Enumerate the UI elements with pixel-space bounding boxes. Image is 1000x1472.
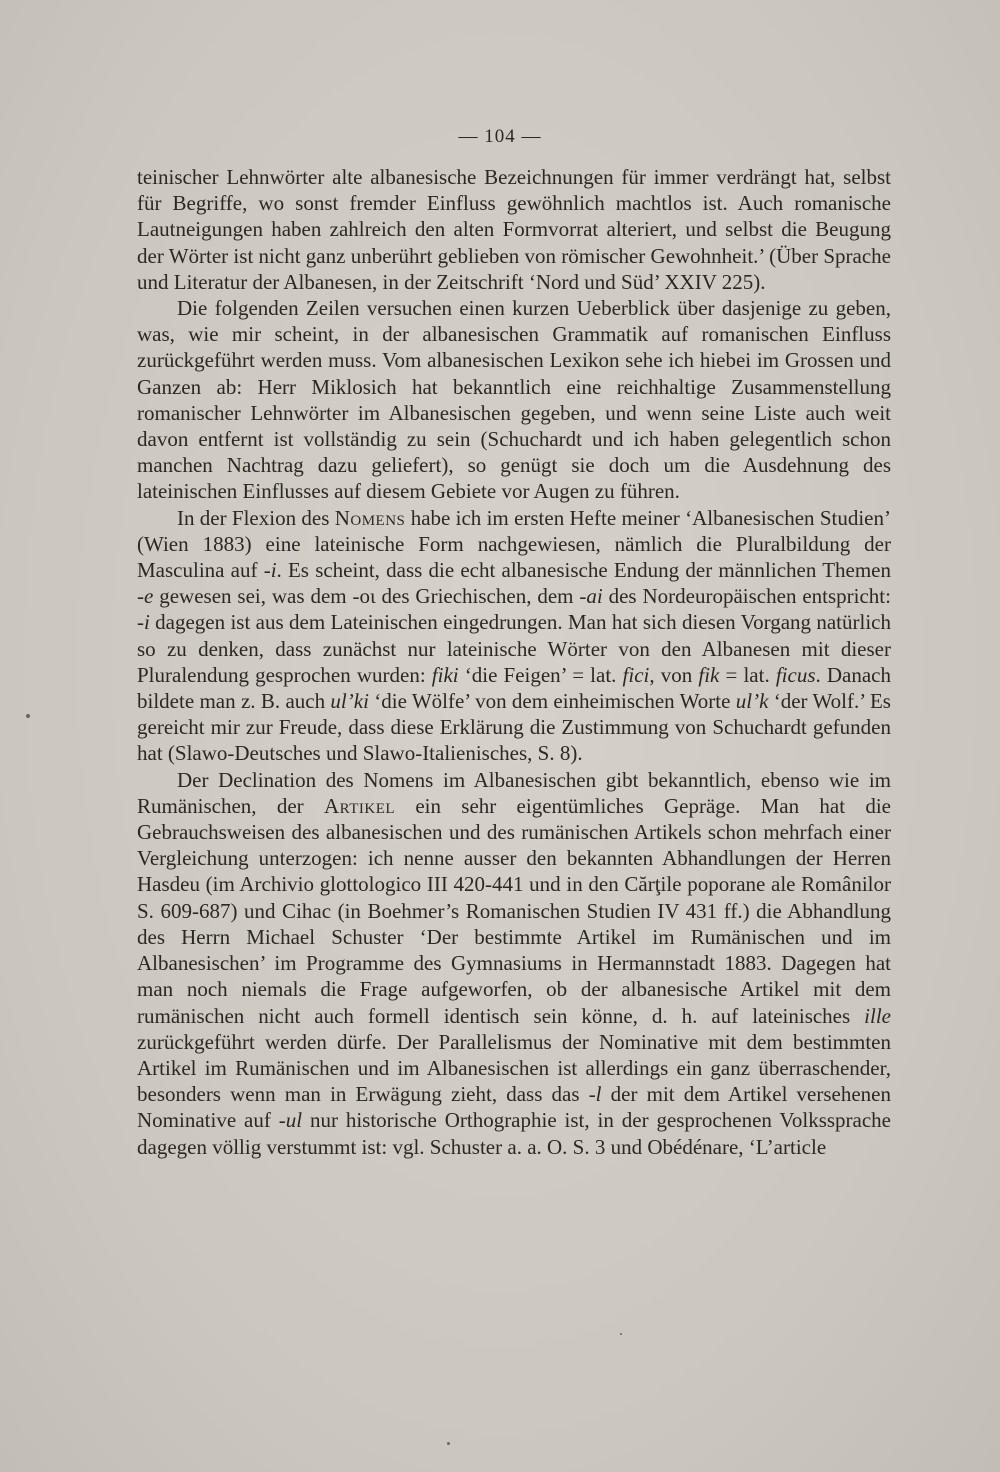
text-run: habe ich im ersten Hefte meiner ‘Albanesischen Studien’ (Wien 1883) eine lateinische Form nachgewiesen, nämlich die Pluralbildung der Masculina auf [137,505,891,583]
paragraph [137,767,891,1160]
text-run: . Es scheint, dass die echt albanesische Endung der männlichen Themen [276,558,891,583]
text-run: ein sehr eigentümliches Gepräge. Man hat die Gebrauchsweisen des albanesischen und des rumänischen Artikels schon mehrfach einer Vergleichung unterzogen: ich nenne ausser den bekannten Abhandlungen der Herren Hasdeu (im Archivio glottologico III 420-441 und in den Cărţile poporane ale Românilor S. 609-687) und Cihac (in Boehmer’s Romanischen Studien IV 431 ff.) die Abhandlung des Herrn Michael Schuster ‘Der bestimmte Artikel im Rumänischen und im Albanesischen’ im Programme des Gymnasiums in Hermannstadt 1883. Dagegen hat man noch niemals die Frage aufgeworfen, ob der albanesische Artikel mit dem rumänischen nicht auch formell identisch sein könne, d. h. auf lateinisches [137,793,891,1028]
small-caps-term: Artikel [323,793,396,818]
small-caps-term: Nomens [334,505,406,530]
text-run: , von [649,662,699,687]
italic-term: -i [263,558,277,583]
text-run: = lat. [719,662,776,687]
text-run: Die folgenden Zeilen versuchen einen kurzen Ueberblick über dasjenige zu geben, was, wie mir scheint, in der albanesischen Grammatik auf romanischen Einfluss zurückgeführt werden muss. Vom albanesischen Lexikon sehe ich hiebei im Grossen und Ganzen ab: Herr Miklosich hat bekanntlich eine reichhaltige Zusammenstellung romanischer Lehnwörter im Albanesischen gegeben, und wenn seine Liste auch weit davon entfernt ist vollständig zu sein (Schuchardt und ich haben gelegentlich schon manchen Nachtrag dazu geliefert), so genügt sie doch um die Ausdehnung des lateinischen Einflusses auf diesem Gebiete vor Augen zu führen. [137,296,891,504]
italic-term: -e [137,584,154,609]
text-run: der mit dem Artikel versehenen Nominative auf [137,1082,892,1133]
italic-term: fici [622,662,650,687]
ink-speck [447,1442,450,1445]
text-run: In der Flexion des [177,505,335,530]
italic-term: -i [137,610,150,635]
paragraph [137,295,891,505]
text-run: ‘die Wölfe’ von dem einheimischen Worte [368,689,736,714]
italic-term: ille [864,1003,891,1028]
text-run: ‘der Wolf.’ Es gereicht mir zur Freude, dass diese Erklärung die Zustimmung von Schuchardt gefunden hat (Slawo-Deutsches und Slawo-Italienisches, S. 8). [137,689,891,766]
text-run: zurückgeführt werden dürfe. Der Parallelismus der Nominative mit dem bestimmten Artikel im Rumänischen und im Albanesischen ist allerdings ein ganz überraschender, besonders wenn man in Erwägung zieht, dass das [137,1029,891,1107]
italic-term: -l [588,1082,602,1107]
text-run: teinischer Lehnwörter alte albanesische Bezeichnungen für immer verdrängt hat, selbst für Begriffe, wo sonst fremder Einfluss gewöhnlich machtlos ist. Auch romanische Lautneigungen haben zahlreich den alten Formvorrat alteriert, und selbst die Beugung der Wörter ist nicht ganz unberührt geblieben von römischer Gewohnheit.’ (Über Sprache und Literatur der Albanesen, in der Zeitschrift ‘Nord und Süd’ XXIV 225). [137,165,891,294]
page-number: — 104 — [458,126,542,147]
text-run: ‘die Feigen’ = lat. [458,662,623,687]
text-run: . Danach bildete man z. B. auch [137,662,891,714]
italic-term: -ul [278,1108,303,1133]
italic-term: ul’k [735,689,769,714]
text-run: dagegen ist aus dem Lateinischen eingedrungen. Man hat sich diesen Vorgang natürlich so zu denken, dass zunächst nur lateinische Wörter von den Albanesen mit dieser Pluralendung gesprochen wurden: [137,610,891,687]
text-run: nur historische Orthographie ist, in der gesprochenen Volkssprache dagegen völlig verstummt ist: vgl. Schuster a. a. O. S. 3 und Obédénare, ‘L’article [137,1108,891,1159]
ink-speck [620,1333,622,1335]
body-text [137,164,891,1160]
italic-term: ul’ki [330,689,369,714]
paragraph [137,164,891,295]
italic-term: -ai [579,584,603,609]
text-run: gewesen sei, was dem -οι des Griechischen, dem [153,584,580,609]
italic-term: fik [698,662,720,687]
text-run: Der Declination des Nomens im Albanesischen gibt bekanntlich, ebenso wie im Rumänischen, der [137,767,891,818]
ink-speck [26,714,30,718]
italic-term: ficus [775,662,816,687]
text-run: des Nordeuropäischen entspricht: [602,584,891,609]
paragraph [137,505,891,767]
italic-term: fiki [431,662,459,687]
